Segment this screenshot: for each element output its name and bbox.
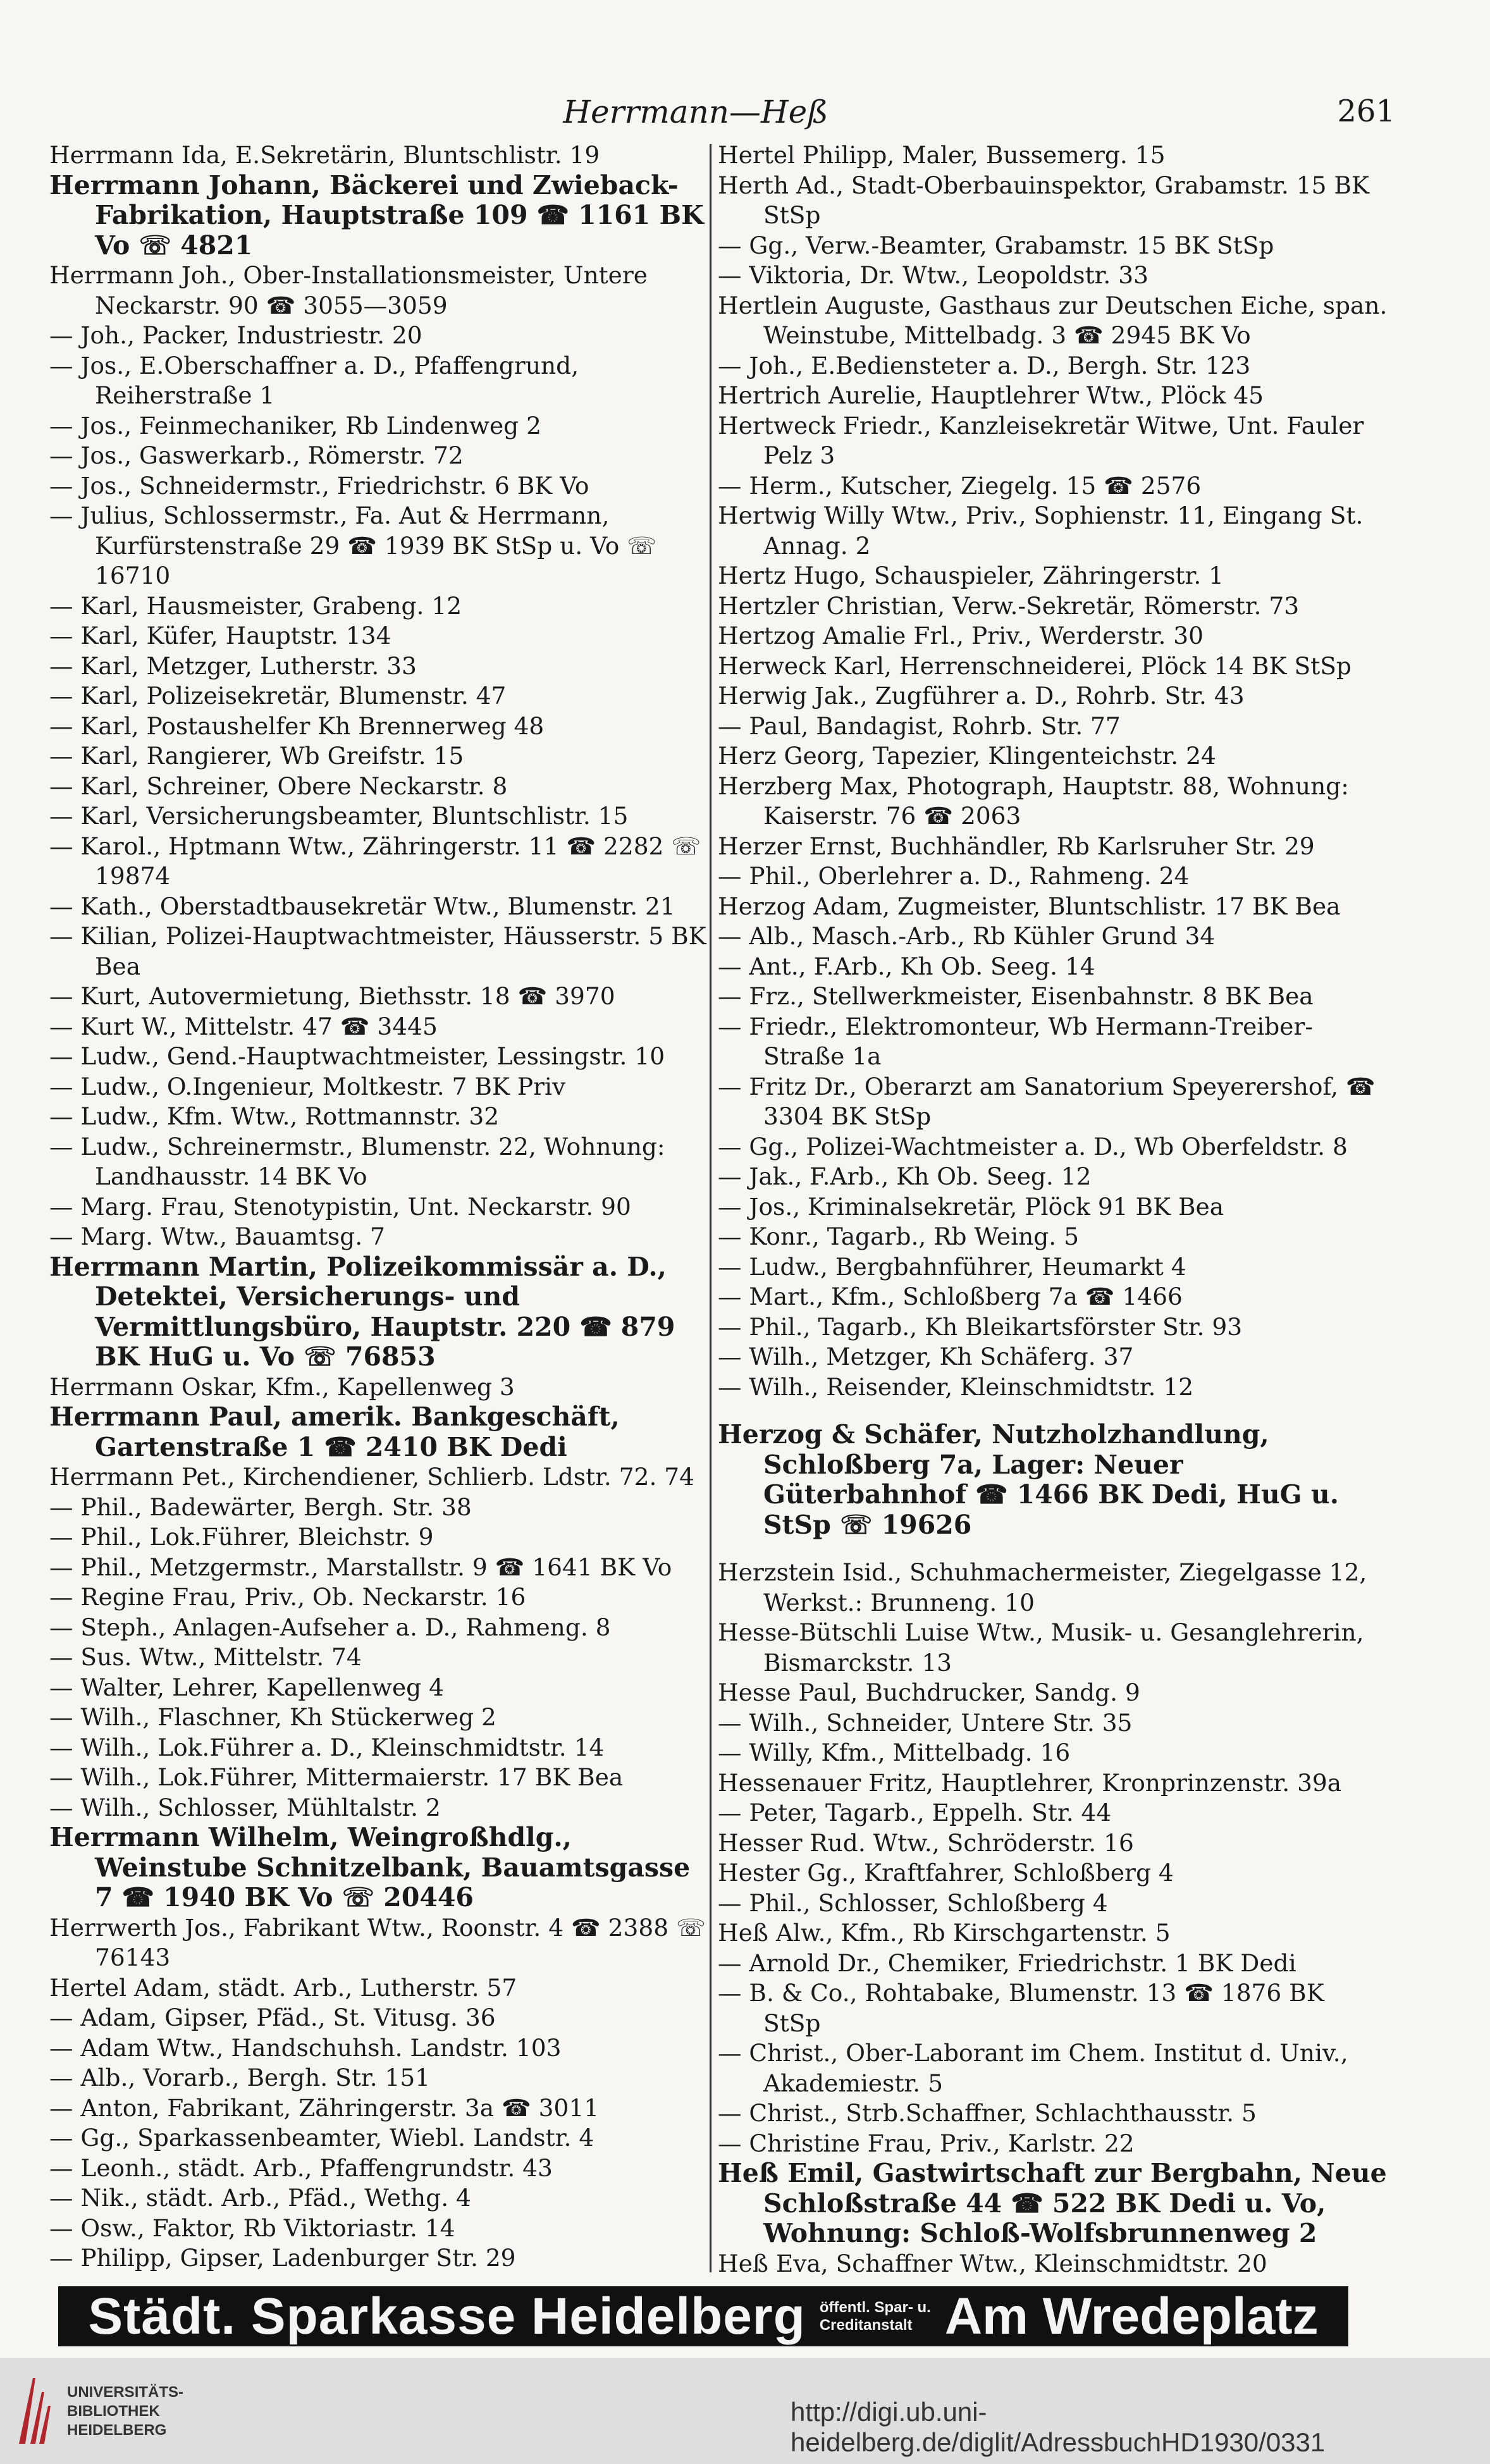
directory-entry: — Phil., Oberlehrer a. D., Rahmeng. 24: [718, 862, 1190, 890]
directory-entry: — Karl, Versicherungsbeamter, Bluntschlistr. 15: [49, 802, 629, 830]
directory-entry: — Wilh., Schlosser, Mühltalstr. 2: [49, 1793, 441, 1821]
directory-entry: Heß Emil, Gastwirtschaft zur Bergbahn, Neue Schloßstraße 44 ☎ 522 BK Dedi u. Vo, Wohnung: Schloß-Wolfsbrunnenweg 2: [718, 2158, 1387, 2248]
ad-small-line1: öffentl. Spar- u.: [819, 2298, 931, 2316]
directory-entry: — Christine Frau, Priv., Karlstr. 22: [718, 2129, 1135, 2157]
directory-entry: — Fritz Dr., Oberarzt am Sanatorium Speyerershof, ☎ 3304 BK StSp: [718, 1072, 1376, 1130]
directory-entry: — Karl, Polizeisekretär, Blumenstr. 47: [49, 682, 507, 710]
directory-entry: — Regine Frau, Priv., Ob. Neckarstr. 16: [49, 1583, 526, 1611]
directory-entry: — Phil., Tagarb., Kh Bleikartsförster Str. 93: [718, 1312, 1243, 1341]
directory-entry: — Sus. Wtw., Mittelstr. 74: [49, 1643, 362, 1671]
directory-entry: — Karl, Schreiner, Obere Neckarstr. 8: [49, 772, 508, 800]
directory-entry: Hertwig Willy Wtw., Priv., Sophienstr. 11, Eingang St. Annag. 2: [718, 502, 1364, 560]
directory-entry: Hertweck Friedr., Kanzleisekretär Witwe, Unt. Fauler Pelz 3: [718, 411, 1364, 469]
university-library-logo-icon: [14, 2373, 53, 2449]
directory-entry: — Ant., F.Arb., Kh Ob. Seeg. 14: [718, 952, 1095, 980]
directory-entry: Herrmann Martin, Polizeikommissär a. D., Detektei, Versicherungs- und Vermittlungsbüro, Hauptstr. 220 ☎ 879 BK HuG u. Vo ☏ 76853: [49, 1251, 675, 1372]
directory-entry: — Osw., Faktor, Rb Viktoriastr. 14: [49, 2214, 455, 2242]
sparkasse-advertisement: [58, 2286, 1348, 2346]
directory-entry: Herth Ad., Stadt-Oberbauinspektor, Grabamstr. 15 BK StSp: [718, 171, 1369, 229]
left-column: [49, 140, 707, 2274]
directory-entry: — Karl, Rangierer, Wb Greifstr. 15: [49, 742, 464, 770]
directory-entry: — Jos., Kriminalsekretär, Plöck 91 BK Bea: [718, 1192, 1224, 1221]
source-url-link[interactable]: http://digi.ub.uni-heidelberg.de/diglit/AdressbuchHD1930/0331: [791, 2397, 1326, 2457]
directory-entry: — Leonh., städt. Arb., Pfaffengrundstr. 43: [49, 2153, 553, 2182]
page-number: 261: [1337, 94, 1395, 129]
directory-entry: Herweck Karl, Herrenschneiderei, Plöck 14 BK StSp: [718, 651, 1351, 680]
directory-entry: — Wilh., Lok.Führer a. D., Kleinschmidtstr. 14: [49, 1733, 605, 1761]
directory-entry: — Adam, Gipser, Pfäd., St. Vitusg. 36: [49, 2004, 496, 2031]
ad-small-line2: Creditanstalt: [819, 2316, 913, 2334]
directory-entry: — Konr., Tagarb., Rb Weing. 5: [718, 1223, 1079, 1250]
directory-entry: — Wilh., Metzger, Kh Schäferg. 37: [718, 1343, 1134, 1371]
page-header-title: Herrmann—Heß: [563, 94, 828, 130]
directory-entry: — Jos., E.Oberschaffner a. D., Pfaffengrund, Reiherstraße 1: [49, 351, 579, 409]
directory-entry: — Phil., Schlosser, Schloßberg 4: [718, 1888, 1108, 1917]
directory-entry: — Ludw., Bergbahnführer, Heumarkt 4: [718, 1252, 1186, 1281]
directory-entry: — B. & Co., Rohtabake, Blumenstr. 13 ☎ 1876 BK StSp: [718, 1979, 1324, 2037]
directory-entry: — Walter, Lehrer, Kapellenweg 4: [49, 1673, 444, 1701]
ad-main-text: Städt. Sparkasse Heidelberg: [88, 2287, 806, 2345]
directory-entry: — Willy, Kfm., Mittelbadg. 16: [718, 1739, 1071, 1766]
library-footer: [0, 2358, 1490, 2464]
directory-entry: Hester Gg., Kraftfahrer, Schloßberg 4: [718, 1859, 1174, 1887]
directory-entry: — Julius, Schlossermstr., Fa. Aut & Herrmann, Kurfürstenstraße 29 ☎ 1939 BK StSp u. Vo ☏ 16710: [49, 502, 657, 589]
ad-small-text: [820, 2299, 931, 2334]
directory-entry: — Viktoria, Dr. Wtw., Leopoldstr. 33: [718, 261, 1148, 289]
directory-entry: — Adam Wtw., Handschuhsh. Landstr. 103: [49, 2033, 562, 2062]
directory-entry: — Mart., Kfm., Schloßberg 7a ☎ 1466: [718, 1283, 1183, 1310]
directory-entry: — Gg., Sparkassenbeamter, Wiebl. Landstr. 4: [49, 2124, 594, 2152]
logo-line-3: HEIDELBERG: [67, 2422, 167, 2439]
directory-entry: — Peter, Tagarb., Eppelh. Str. 44: [718, 1799, 1112, 1826]
directory-entry: — Karl, Küfer, Hauptstr. 134: [49, 622, 391, 650]
directory-entry: — Christ., Ober-Laborant im Chem. Institut d. Univ., Akademiestr. 5: [718, 2039, 1348, 2097]
directory-entry: Hertel Philipp, Maler, Bussemerg. 15: [718, 141, 1166, 169]
ad-place-text: Am Wredeplatz: [944, 2287, 1319, 2345]
directory-entry: — Marg. Frau, Stenotypistin, Unt. Neckarstr. 90: [49, 1192, 631, 1221]
directory-entry: — Gg., Verw.-Beamter, Grabamstr. 15 BK StSp: [718, 231, 1274, 259]
directory-entry: — Wilh., Schneider, Untere Str. 35: [718, 1708, 1133, 1737]
directory-entry: — Kath., Oberstadtbausekretär Wtw., Blumenstr. 21: [49, 892, 675, 920]
directory-entry: Hertzog Amalie Frl., Priv., Werderstr. 30: [718, 622, 1204, 650]
directory-entry: — Alb., Vorarb., Bergh. Str. 151: [49, 2064, 431, 2091]
directory-entry: — Karl, Metzger, Lutherstr. 33: [49, 651, 417, 680]
directory-entry: — Karl, Hausmeister, Grabeng. 12: [49, 591, 462, 620]
directory-entry: — Phil., Metzgermstr., Marstallstr. 9 ☎ 1641 BK Vo: [49, 1553, 672, 1581]
directory-entry: — Ludw., Schreinermstr., Blumenstr. 22, Wohnung: Landhausstr. 14 BK Vo: [49, 1132, 665, 1190]
directory-entry: Hertzler Christian, Verw.-Sekretär, Römerstr. 73: [718, 591, 1300, 620]
directory-entry: — Gg., Polizei-Wachtmeister a. D., Wb Oberfeldstr. 8: [718, 1132, 1348, 1161]
directory-entry: — Wilh., Reisender, Kleinschmidtstr. 12: [718, 1372, 1194, 1401]
directory-entry: — Jak., F.Arb., Kh Ob. Seeg. 12: [718, 1162, 1092, 1190]
directory-entry: — Kurt W., Mittelstr. 47 ☎ 3445: [49, 1012, 438, 1040]
directory-entry: — Steph., Anlagen-Aufseher a. D., Rahmeng. 8: [49, 1613, 611, 1641]
directory-entry: Hesse Paul, Buchdrucker, Sandg. 9: [718, 1679, 1140, 1706]
directory-entry: — Phil., Badewärter, Bergh. Str. 38: [49, 1493, 472, 1521]
directory-entry: — Christ., Strb.Schaffner, Schlachthausstr. 5: [718, 2099, 1257, 2127]
directory-entry: Heß Eva, Schaffner Wtw., Kleinschmidtstr. 20: [718, 2249, 1267, 2277]
directory-entry: — Karl, Postaushelfer Kh Brennerweg 48: [49, 711, 545, 740]
directory-entry: Hesser Rud. Wtw., Schröderstr. 16: [718, 1828, 1134, 1857]
directory-entry: — Philipp, Gipser, Ladenburger Str. 29: [49, 2244, 516, 2272]
directory-entry: Herzog Adam, Zugmeister, Bluntschlistr. 17 BK Bea: [718, 892, 1341, 920]
directory-entry: — Ludw., O.Ingenieur, Moltkestr. 7 BK Priv: [49, 1072, 566, 1100]
directory-entry: Herzberg Max, Photograph, Hauptstr. 88, Wohnung: Kaiserstr. 76 ☎ 2063: [718, 772, 1349, 830]
directory-entry: — Joh., E.Bediensteter a. D., Bergh. Str. 123: [718, 351, 1251, 379]
directory-entry: — Nik., städt. Arb., Pfäd., Wethg. 4: [49, 2184, 471, 2212]
directory-entry: — Jos., Feinmechaniker, Rb Lindenweg 2: [49, 411, 541, 440]
directory-entry: Herwig Jak., Zugführer a. D., Rohrb. Str. 43: [718, 682, 1245, 710]
directory-entry: — Kilian, Polizei-Hauptwachtmeister, Häusserstr. 5 BK Bea: [49, 922, 706, 980]
directory-entry: — Alb., Masch.-Arb., Rb Kühler Grund 34: [718, 922, 1216, 950]
directory-entry: Hesse-Bütschli Luise Wtw., Musik- u. Gesanglehrerin, Bismarckstr. 13: [718, 1618, 1364, 1677]
directory-entry: Herrmann Joh., Ober-Installationsmeister, Untere Neckarstr. 90 ☎ 3055—3059: [49, 261, 648, 319]
directory-entry: Herrmann Ida, E.Sekretärin, Bluntschlistr. 19: [49, 141, 600, 169]
directory-entry: — Karol., Hptmann Wtw., Zähringerstr. 11 ☎ 2282 ☏ 19874: [49, 832, 701, 890]
directory-entry: — Friedr., Elektromonteur, Wb Hermann-Treiber-Straße 1a: [718, 1012, 1314, 1070]
directory-entry: Herrmann Paul, amerik. Bankgeschäft, Gartenstraße 1 ☎ 2410 BK Dedi: [49, 1401, 620, 1462]
directory-entry: Hertz Hugo, Schauspieler, Zähringerstr. 1: [718, 562, 1224, 589]
directory-entry: Herrmann Johann, Bäckerei und Zwieback-Fabrikation, Hauptstraße 109 ☎ 1161 BK Vo ☏ 4821: [49, 169, 704, 261]
directory-entry: Hertlein Auguste, Gasthaus zur Deutschen Eiche, span. Weinstube, Mittelbadg. 3 ☎ 2945 BK Vo: [718, 291, 1388, 349]
directory-entry: — Marg. Wtw., Bauamtsg. 7: [49, 1223, 385, 1250]
directory-entry: — Jos., Schneidermstr., Friedrichstr. 6 BK Vo: [49, 471, 589, 500]
directory-entry: Herzstein Isid., Schuhmachermeister, Ziegelgasse 12, Werkst.: Brunneng. 10: [718, 1558, 1367, 1617]
directory-entry: — Arnold Dr., Chemiker, Friedrichstr. 1 BK Dedi: [718, 1949, 1296, 1977]
right-column: [718, 140, 1388, 2279]
directory-entry: — Phil., Lok.Führer, Bleichstr. 9: [49, 1523, 434, 1551]
library-logo-text: [67, 2383, 183, 2440]
directory-entry: — Paul, Bandagist, Rohrb. Str. 77: [718, 711, 1121, 740]
directory-entry: Herrmann Wilhelm, Weingroßhdlg., Weinstube Schnitzelbank, Bauamtsgasse 7 ☎ 1940 BK Vo ☏ 20446: [49, 1822, 691, 1913]
directory-entry: — Joh., Packer, Industriestr. 20: [49, 321, 422, 349]
directory-entry: — Anton, Fabrikant, Zähringerstr. 3a ☎ 3011: [49, 2093, 600, 2122]
directory-entry: — Jos., Gaswerkarb., Römerstr. 72: [49, 441, 464, 469]
column-divider: [710, 144, 711, 2272]
directory-entry: Herrwerth Jos., Fabrikant Wtw., Roonstr. 4 ☎ 2388 ☏ 76143: [49, 1913, 706, 1971]
directory-entry: Herzer Ernst, Buchhändler, Rb Karlsruher Str. 29: [718, 832, 1315, 860]
directory-entry: — Kurt, Autovermietung, Biethsstr. 18 ☎ 3970: [49, 982, 615, 1010]
logo-line-2: BIBLIOTHEK: [67, 2403, 160, 2420]
directory-entry: — Frz., Stellwerkmeister, Eisenbahnstr. 8 BK Bea: [718, 982, 1314, 1010]
directory-entry: Herrmann Pet., Kirchendiener, Schlierb. Ldstr. 72. 74: [49, 1463, 695, 1491]
directory-entry: Hertrich Aurelie, Hauptlehrer Wtw., Plöck 45: [718, 381, 1264, 409]
directory-entry: — Wilh., Lok.Führer, Mittermaierstr. 17 BK Bea: [49, 1763, 624, 1791]
directory-entry: Herz Georg, Tapezier, Klingenteichstr. 24: [718, 742, 1216, 770]
directory-entry: Heß Alw., Kfm., Rb Kirschgartenstr. 5: [718, 1919, 1171, 1947]
directory-entry: — Wilh., Flaschner, Kh Stückerweg 2: [49, 1703, 496, 1731]
directory-entry: Herzog & Schäfer, Nutzholzhandlung, Schloßberg 7a, Lager: Neuer Güterbahnhof ☎ 1466 BK Dedi, HuG u. StSp ☏ 19626: [718, 1419, 1339, 1540]
directory-entry: — Herm., Kutscher, Ziegelg. 15 ☎ 2576: [718, 471, 1202, 500]
directory-entry: — Ludw., Kfm. Wtw., Rottmannstr. 32: [49, 1102, 500, 1130]
logo-line-1: UNIVERSITÄTS-: [67, 2384, 184, 2401]
directory-entry: Hertel Adam, städt. Arb., Lutherstr. 57: [49, 1973, 517, 2002]
directory-entry: Herrmann Oskar, Kfm., Kapellenweg 3: [49, 1372, 515, 1401]
directory-entry: — Ludw., Gend.-Hauptwachtmeister, Lessingstr. 10: [49, 1042, 665, 1070]
directory-entry: Hessenauer Fritz, Hauptlehrer, Kronprinzenstr. 39a: [718, 1768, 1342, 1797]
